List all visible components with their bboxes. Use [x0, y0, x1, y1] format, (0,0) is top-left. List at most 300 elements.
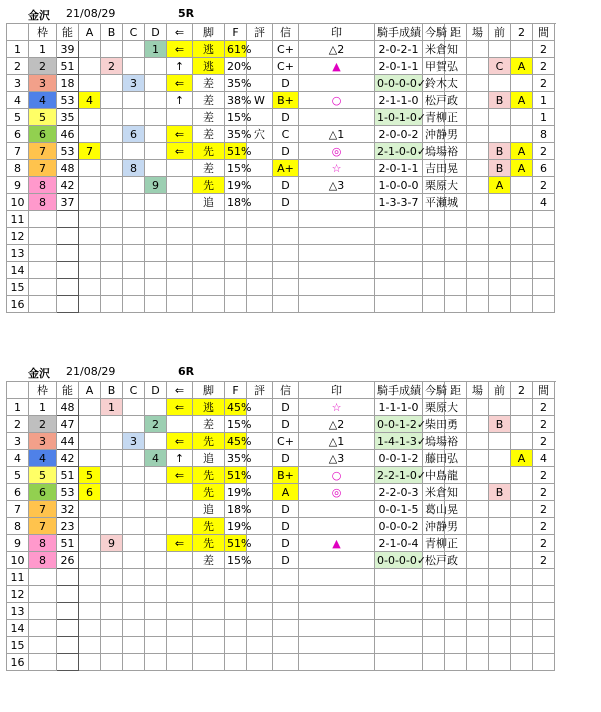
cell-C: [123, 620, 145, 637]
cell-waku: 4: [29, 92, 57, 109]
cell-D: [145, 620, 167, 637]
table-row: [7, 41, 555, 58]
cell-ba: [467, 603, 489, 620]
cell-seiseki: 0-0-1-5: [375, 501, 423, 518]
cell-F: [225, 296, 247, 313]
cell-kyaku: 先: [193, 433, 225, 450]
cell-C: [123, 177, 145, 194]
cell-noryoku: 35: [57, 109, 79, 126]
cell-C: [123, 194, 145, 211]
cell-jockey: 藤田弘: [423, 450, 445, 467]
cell-ni: [511, 535, 533, 552]
cell-F: 51%: [225, 535, 247, 552]
cell-kyaku: [193, 569, 225, 586]
cell-ni: [511, 75, 533, 92]
cell-B: [101, 484, 123, 501]
cell-F: 15%: [225, 109, 247, 126]
cell-jockey: [423, 603, 445, 620]
cell-waku: 7: [29, 160, 57, 177]
cell-C: [123, 296, 145, 313]
cell-ba: [467, 177, 489, 194]
cell-ni: A: [511, 143, 533, 160]
cell-waku: 8: [29, 194, 57, 211]
cell-A: [79, 654, 101, 671]
cell-ni: [511, 279, 533, 296]
cell-noryoku: 32: [57, 501, 79, 518]
cell-arrow: [167, 586, 193, 603]
cell-F: [225, 245, 247, 262]
cell-ba: [467, 58, 489, 75]
cell-mark: [299, 245, 375, 262]
cell-ba: [467, 41, 489, 58]
row-number: 3: [7, 75, 29, 92]
cell-kyaku: 差: [193, 92, 225, 109]
cell-kyori: [445, 603, 467, 620]
cell-waku: [29, 279, 57, 296]
cell-mae: [489, 586, 511, 603]
cell-mae: [489, 211, 511, 228]
cell-kyaku: 先: [193, 484, 225, 501]
cell-waku: 3: [29, 75, 57, 92]
cell-hyo: [247, 569, 273, 586]
cell-kan1: 2: [533, 416, 555, 433]
cell-kyaku: 先: [193, 467, 225, 484]
cell-shin: D: [273, 75, 299, 92]
cell-jockey: [423, 245, 445, 262]
race-block-6r: [0, 362, 601, 669]
cell-arrow: ⇐: [167, 126, 193, 143]
cell-kan1: 8: [533, 126, 555, 143]
cell-ni: [511, 211, 533, 228]
cell-ni: [511, 177, 533, 194]
cell-waku: 8: [29, 552, 57, 569]
cell-ba: [467, 484, 489, 501]
cell-C: [123, 654, 145, 671]
cell-mark: [299, 279, 375, 296]
cell-ni: [511, 228, 533, 245]
cell-noryoku: 37: [57, 194, 79, 211]
cell-seiseki: 1-1-1-0: [375, 399, 423, 416]
row-number: 10: [7, 552, 29, 569]
cell-C: [123, 484, 145, 501]
cell-noryoku: [57, 262, 79, 279]
cell-A: [79, 518, 101, 535]
cell-ni: A: [511, 92, 533, 109]
cell-D: [145, 58, 167, 75]
column-header: 印: [299, 382, 375, 399]
race-table: [6, 381, 555, 671]
cell-D: [145, 535, 167, 552]
cell-A: 6: [79, 484, 101, 501]
cell-noryoku: 47: [57, 416, 79, 433]
cell-A: 4: [79, 92, 101, 109]
cell-arrow: [167, 518, 193, 535]
cell-kan1: [533, 245, 555, 262]
cell-A: [79, 620, 101, 637]
cell-D: [145, 228, 167, 245]
cell-A: [79, 279, 101, 296]
cell-kyori: [445, 654, 467, 671]
row-number: 13: [7, 245, 29, 262]
cell-mae: [489, 518, 511, 535]
cell-kan1: [533, 620, 555, 637]
cell-B: [101, 416, 123, 433]
cell-ni: [511, 41, 533, 58]
cell-D: [145, 92, 167, 109]
cell-kyori: [445, 620, 467, 637]
cell-shin: [273, 603, 299, 620]
column-header: B: [101, 24, 123, 41]
row-number: 3: [7, 433, 29, 450]
cell-ni: [511, 637, 533, 654]
cell-F: 19%: [225, 484, 247, 501]
cell-A: [79, 126, 101, 143]
cell-D: [145, 467, 167, 484]
cell-F: [225, 279, 247, 296]
cell-kan1: 1: [533, 92, 555, 109]
column-header: 場: [467, 382, 489, 399]
row-number: 10: [7, 194, 29, 211]
column-header: ⇐: [167, 24, 193, 41]
cell-shin: B+: [273, 467, 299, 484]
cell-kyaku: [193, 211, 225, 228]
cell-jockey: 青柳正: [423, 535, 445, 552]
cell-F: 15%: [225, 416, 247, 433]
cell-noryoku: [57, 211, 79, 228]
row-number: 2: [7, 58, 29, 75]
cell-kyaku: 差: [193, 160, 225, 177]
cell-arrow: [167, 109, 193, 126]
cell-jockey: 甲賀弘: [423, 58, 445, 75]
cell-hyo: [247, 586, 273, 603]
cell-D: [145, 262, 167, 279]
cell-noryoku: 53: [57, 484, 79, 501]
table-row: [7, 450, 555, 467]
race-header: [0, 362, 601, 381]
cell-mark: [299, 620, 375, 637]
cell-mark: △3: [299, 177, 375, 194]
cell-ni: [511, 262, 533, 279]
cell-kan1: 2: [533, 177, 555, 194]
cell-mark: ☆: [299, 399, 375, 416]
cell-D: [145, 654, 167, 671]
cell-hyo: [247, 620, 273, 637]
table-row: [7, 58, 555, 75]
cell-ni: [511, 194, 533, 211]
race-date: 21/08/29: [66, 365, 116, 378]
cell-ba: [467, 518, 489, 535]
cell-kan1: 6: [533, 160, 555, 177]
cell-B: [101, 177, 123, 194]
cell-seiseki: [375, 654, 423, 671]
cell-B: [101, 620, 123, 637]
cell-shin: D: [273, 450, 299, 467]
cell-kan1: 2: [533, 399, 555, 416]
cell-F: 19%: [225, 177, 247, 194]
cell-noryoku: [57, 569, 79, 586]
cell-ni: [511, 296, 533, 313]
cell-ni: A: [511, 160, 533, 177]
cell-F: [225, 211, 247, 228]
cell-C: 6: [123, 126, 145, 143]
cell-seiseki: [375, 296, 423, 313]
cell-A: [79, 58, 101, 75]
race-header: [0, 4, 601, 23]
cell-kan1: 2: [533, 143, 555, 160]
cell-mark: [299, 586, 375, 603]
cell-F: [225, 603, 247, 620]
cell-ni: [511, 484, 533, 501]
row-number: 11: [7, 569, 29, 586]
cell-kyori: [445, 296, 467, 313]
cell-mark: ▲: [299, 58, 375, 75]
cell-jockey: [423, 296, 445, 313]
table-row: [7, 194, 555, 211]
table-row: [7, 262, 555, 279]
cell-kyaku: 先: [193, 518, 225, 535]
cell-noryoku: 44: [57, 433, 79, 450]
cell-mae: [489, 126, 511, 143]
cell-jockey: 米倉知: [423, 41, 445, 58]
cell-ni: [511, 109, 533, 126]
cell-seiseki: [375, 586, 423, 603]
cell-ba: [467, 143, 489, 160]
cell-F: [225, 637, 247, 654]
cell-seiseki: [375, 228, 423, 245]
column-header: C: [123, 382, 145, 399]
cell-hyo: W: [247, 92, 273, 109]
table-row: [7, 620, 555, 637]
cell-shin: [273, 586, 299, 603]
cell-kan1: 4: [533, 194, 555, 211]
cell-D: [145, 603, 167, 620]
row-number: 5: [7, 467, 29, 484]
cell-jockey: 吉田晃: [423, 160, 445, 177]
cell-mark: [299, 501, 375, 518]
cell-kan1: 2: [533, 501, 555, 518]
cell-A: 7: [79, 143, 101, 160]
table-row: [7, 535, 555, 552]
cell-B: [101, 569, 123, 586]
cell-kyori: [445, 245, 467, 262]
cell-mae: [489, 399, 511, 416]
cell-D: [145, 637, 167, 654]
cell-A: [79, 262, 101, 279]
cell-kyori: [445, 586, 467, 603]
cell-F: 18%: [225, 194, 247, 211]
cell-B: [101, 501, 123, 518]
cell-arrow: [167, 569, 193, 586]
cell-mark: △1: [299, 126, 375, 143]
cell-kan1: 2: [533, 467, 555, 484]
column-header: 枠: [29, 24, 57, 41]
cell-waku: [29, 637, 57, 654]
cell-mae: [489, 637, 511, 654]
table-row: [7, 399, 555, 416]
cell-B: [101, 194, 123, 211]
cell-seiseki: 2-2-1-0✓: [375, 467, 423, 484]
cell-D: [145, 211, 167, 228]
row-number: 15: [7, 637, 29, 654]
cell-mark: ◎: [299, 484, 375, 501]
cell-ba: [467, 109, 489, 126]
table-row: [7, 552, 555, 569]
cell-shin: [273, 245, 299, 262]
cell-mae: [489, 262, 511, 279]
table-row: [7, 245, 555, 262]
cell-D: [145, 484, 167, 501]
header-row: [7, 24, 555, 41]
cell-seiseki: [375, 569, 423, 586]
cell-mae: B: [489, 484, 511, 501]
cell-ni: [511, 245, 533, 262]
cell-arrow: [167, 245, 193, 262]
cell-kyaku: 追: [193, 194, 225, 211]
table-row: [7, 518, 555, 535]
cell-seiseki: 2-0-2-1: [375, 41, 423, 58]
cell-A: [79, 535, 101, 552]
cell-kyaku: 逃: [193, 41, 225, 58]
row-number: 6: [7, 484, 29, 501]
column-header: 今騎: [423, 382, 445, 399]
cell-arrow: [167, 501, 193, 518]
row-number: 14: [7, 620, 29, 637]
cell-ni: [511, 620, 533, 637]
cell-ba: [467, 211, 489, 228]
cell-mark: [299, 211, 375, 228]
cell-C: 3: [123, 433, 145, 450]
cell-F: 45%: [225, 399, 247, 416]
cell-waku: 4: [29, 450, 57, 467]
table-row: [7, 126, 555, 143]
race-table: [6, 23, 555, 313]
cell-waku: [29, 228, 57, 245]
cell-noryoku: 51: [57, 467, 79, 484]
cell-A: [79, 416, 101, 433]
cell-mae: [489, 296, 511, 313]
cell-mark: [299, 569, 375, 586]
table-row: [7, 160, 555, 177]
cell-jockey: [423, 654, 445, 671]
cell-B: 2: [101, 58, 123, 75]
cell-B: [101, 75, 123, 92]
cell-D: 1: [145, 41, 167, 58]
cell-F: 51%: [225, 467, 247, 484]
cell-ba: [467, 450, 489, 467]
cell-waku: 5: [29, 467, 57, 484]
cell-B: [101, 637, 123, 654]
cell-ba: [467, 245, 489, 262]
cell-noryoku: 51: [57, 535, 79, 552]
cell-B: [101, 245, 123, 262]
cell-kan1: [533, 262, 555, 279]
cell-hyo: [247, 603, 273, 620]
cell-B: [101, 296, 123, 313]
cell-seiseki: [375, 603, 423, 620]
cell-waku: [29, 569, 57, 586]
column-header: 枠: [29, 382, 57, 399]
cell-kyaku: [193, 262, 225, 279]
cell-F: 35%: [225, 126, 247, 143]
row-number: 8: [7, 160, 29, 177]
cell-seiseki: [375, 637, 423, 654]
cell-shin: [273, 569, 299, 586]
cell-arrow: ⇐: [167, 399, 193, 416]
cell-kyori: [445, 637, 467, 654]
cell-C: 8: [123, 160, 145, 177]
cell-arrow: [167, 637, 193, 654]
cell-A: [79, 194, 101, 211]
cell-ni: [511, 433, 533, 450]
column-header: B: [101, 382, 123, 399]
cell-C: [123, 109, 145, 126]
cell-mark: ○: [299, 467, 375, 484]
cell-jockey: 青柳正: [423, 109, 445, 126]
cell-mae: [489, 569, 511, 586]
cell-kyaku: [193, 620, 225, 637]
cell-D: [145, 245, 167, 262]
cell-hyo: [247, 262, 273, 279]
column-header: 評: [247, 24, 273, 41]
cell-ni: [511, 654, 533, 671]
row-number: 2: [7, 416, 29, 433]
column-header: 場: [467, 24, 489, 41]
cell-mae: C: [489, 58, 511, 75]
cell-B: [101, 433, 123, 450]
cell-A: [79, 211, 101, 228]
cell-A: [79, 245, 101, 262]
cell-arrow: ↑: [167, 58, 193, 75]
cell-D: [145, 75, 167, 92]
cell-seiseki: 2-1-1-0: [375, 92, 423, 109]
cell-F: 35%: [225, 75, 247, 92]
cell-ba: [467, 569, 489, 586]
cell-ni: [511, 501, 533, 518]
cell-B: [101, 450, 123, 467]
row-number-header: [7, 24, 29, 41]
row-number: 16: [7, 654, 29, 671]
cell-noryoku: [57, 245, 79, 262]
cell-B: [101, 211, 123, 228]
cell-mae: B: [489, 143, 511, 160]
cell-mae: [489, 654, 511, 671]
cell-noryoku: 48: [57, 160, 79, 177]
cell-F: [225, 262, 247, 279]
cell-waku: [29, 620, 57, 637]
cell-mark: [299, 262, 375, 279]
column-header: 前: [489, 382, 511, 399]
cell-mae: B: [489, 92, 511, 109]
cell-A: [79, 399, 101, 416]
cell-ba: [467, 433, 489, 450]
cell-ba: [467, 296, 489, 313]
cell-mark: △3: [299, 450, 375, 467]
cell-mark: ○: [299, 92, 375, 109]
race-date: 21/08/29: [66, 7, 116, 20]
cell-kyori: [445, 228, 467, 245]
column-header: D: [145, 24, 167, 41]
column-header: 信: [273, 382, 299, 399]
cell-ba: [467, 75, 489, 92]
cell-A: [79, 109, 101, 126]
header-row: [7, 382, 555, 399]
cell-arrow: [167, 160, 193, 177]
column-header: 2: [511, 24, 533, 41]
table-row: [7, 501, 555, 518]
cell-B: [101, 126, 123, 143]
cell-B: [101, 279, 123, 296]
cell-ba: [467, 126, 489, 143]
